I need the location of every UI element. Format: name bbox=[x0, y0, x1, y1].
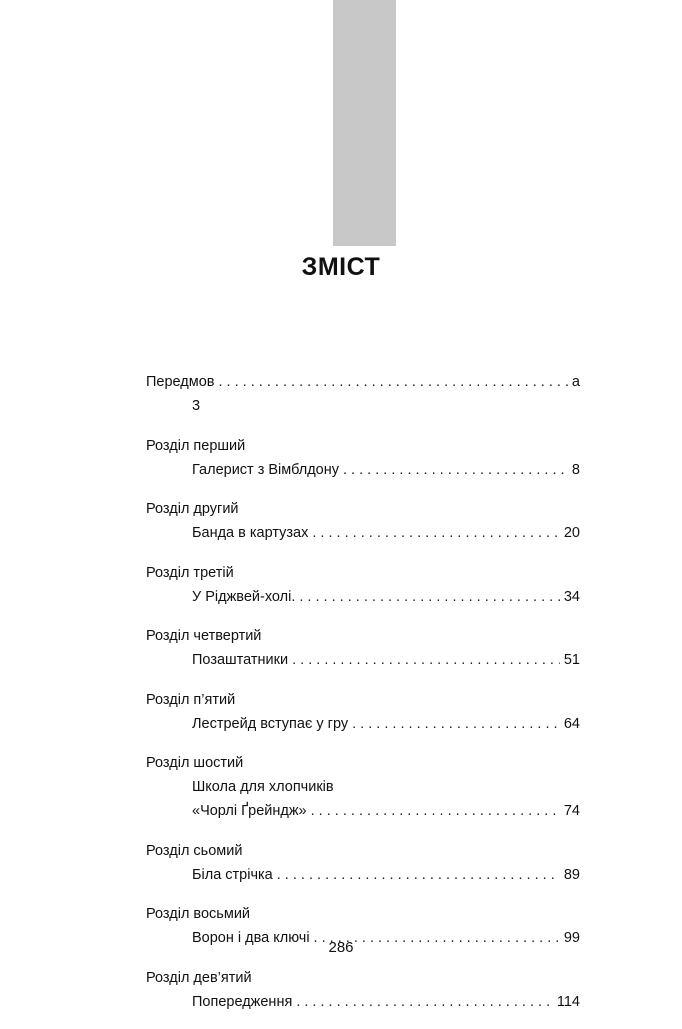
table-of-contents bbox=[146, 370, 580, 1029]
chapter-title: Попередження bbox=[192, 993, 293, 1010]
toc-line bbox=[146, 648, 580, 672]
toc-entry-title: Передмов bbox=[146, 374, 215, 390]
toc-line bbox=[146, 799, 580, 823]
toc-entry-chapter-9 bbox=[146, 966, 580, 1014]
toc-entry-chapter-7 bbox=[146, 839, 580, 887]
chapter-title: Галерист з Вімблдону bbox=[192, 461, 339, 478]
toc-page-number: 64 bbox=[563, 715, 580, 732]
toc-entry-chapter-6 bbox=[146, 751, 580, 823]
toc-page-number: 8 bbox=[571, 461, 580, 478]
toc-line bbox=[146, 585, 580, 609]
chapter-title: Позаштатники bbox=[192, 652, 289, 668]
toc-line bbox=[146, 863, 580, 887]
toc-continuation: 3 bbox=[192, 398, 201, 414]
chapter-title: Лестрейд вступає у гру bbox=[192, 715, 349, 732]
dot-leader bbox=[296, 990, 553, 1014]
chapter-heading: Розділ четвертий bbox=[146, 628, 262, 644]
chapter-title: Біла стрічка bbox=[192, 866, 273, 883]
toc-page-number: 34 bbox=[563, 588, 580, 605]
toc-line bbox=[146, 712, 580, 736]
dot-leader bbox=[299, 585, 559, 609]
dot-leader bbox=[312, 521, 559, 545]
toc-page-number: 74 bbox=[563, 803, 580, 819]
dot-leader bbox=[352, 712, 560, 736]
page-number: 286 bbox=[328, 939, 354, 956]
toc-page-number: 99 bbox=[563, 930, 580, 946]
chapter-title-line-2: «Чорлі Ґрейндж» bbox=[192, 803, 307, 819]
dot-leader bbox=[277, 863, 560, 887]
toc-entry-preface bbox=[146, 370, 580, 418]
chapter-heading: Розділ другий bbox=[146, 501, 239, 517]
chapter-title-line-1: Школа для хлопчиків bbox=[192, 779, 334, 795]
chapter-heading: Розділ перший bbox=[146, 437, 246, 454]
chapter-heading: Розділ п’ятий bbox=[146, 691, 236, 708]
toc-page-number: 20 bbox=[563, 525, 580, 541]
toc-line bbox=[146, 370, 580, 394]
chapter-heading: Розділ третій bbox=[146, 564, 234, 581]
decorative-grey-bar bbox=[333, 0, 396, 246]
toc-line bbox=[146, 521, 580, 545]
toc-entry-chapter-4 bbox=[146, 624, 580, 672]
chapter-heading: Розділ восьмий bbox=[146, 906, 251, 922]
toc-entry-chapter-5 bbox=[146, 688, 580, 736]
chapter-title: Банда в картузах bbox=[192, 525, 309, 541]
toc-page-number: а bbox=[571, 374, 580, 390]
toc-entry-chapter-1 bbox=[146, 434, 580, 482]
page-title: ЗМІСТ bbox=[301, 253, 381, 281]
toc-entry-chapter-2 bbox=[146, 497, 580, 545]
chapter-heading: Розділ сьомий bbox=[146, 842, 243, 859]
chapter-heading: Розділ шостий bbox=[146, 755, 244, 771]
dot-leader bbox=[292, 648, 560, 672]
chapter-title: У Ріджвей-холі. bbox=[192, 588, 296, 605]
chapter-heading: Розділ дев’ятий bbox=[146, 969, 252, 986]
toc-page-number: 89 bbox=[563, 866, 580, 883]
toc-line bbox=[146, 458, 580, 482]
dot-leader bbox=[311, 799, 560, 823]
toc-page-number: 51 bbox=[563, 652, 580, 668]
chapter-title: Ворон і два ключі bbox=[192, 930, 310, 946]
toc-page-number: 114 bbox=[556, 993, 580, 1010]
dot-leader bbox=[219, 370, 568, 394]
toc-entry-chapter-3 bbox=[146, 561, 580, 609]
dot-leader bbox=[343, 458, 568, 482]
toc-line bbox=[146, 990, 580, 1014]
